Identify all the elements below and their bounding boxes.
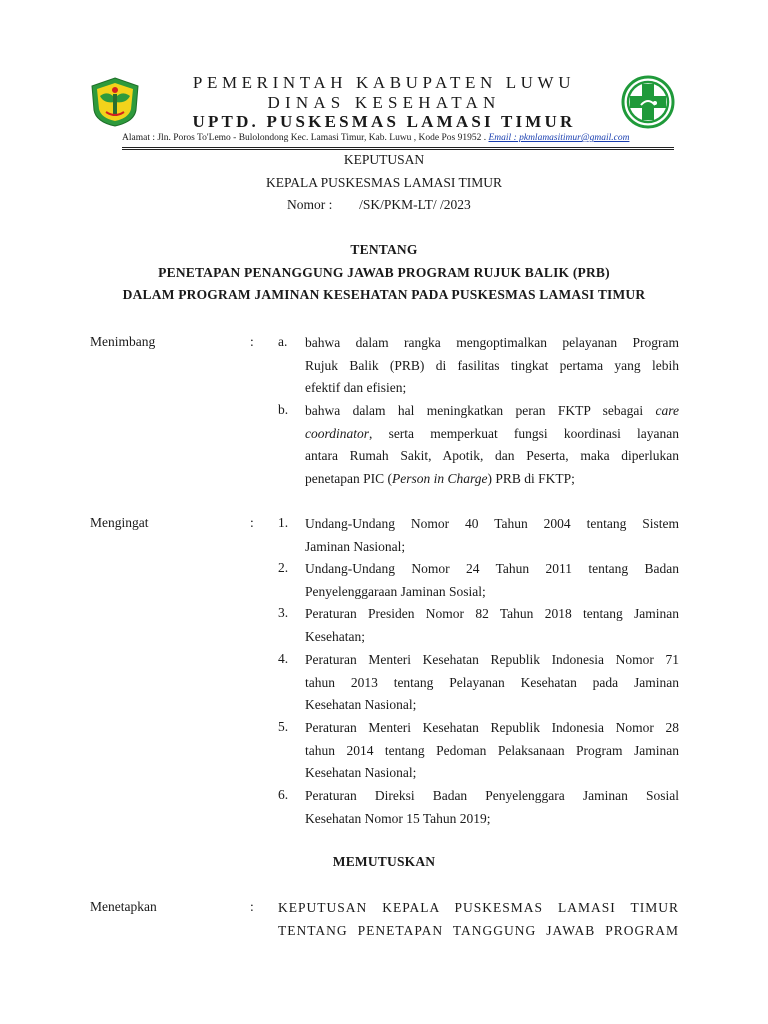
menimbang-b-line-1-text: bahwa dalam hal meningkatkan peran FKTP sebagai bbox=[305, 403, 644, 418]
mengingat-6-marker: 6. bbox=[278, 787, 289, 802]
nomor-label: Nomor : bbox=[287, 197, 333, 212]
mengingat-label: Mengingat bbox=[90, 515, 149, 530]
menimbang-b-marker: b. bbox=[278, 402, 289, 417]
title-keputusan: KEPUTUSAN bbox=[343, 152, 425, 167]
mengingat-6-text bbox=[305, 785, 679, 830]
subject-line-2: DALAM PROGRAM JAMINAN KESEHATAN PADA PUSKESMAS LAMASI TIMUR bbox=[122, 287, 646, 302]
menimbang-colon: : bbox=[250, 334, 254, 349]
memutuskan-heading: MEMUTUSKAN bbox=[332, 854, 436, 869]
mengingat-1-line-2: Jaminan Nasional; bbox=[305, 538, 406, 554]
title-tentang: TENTANG bbox=[350, 242, 418, 257]
puskesmas-logo bbox=[621, 75, 675, 129]
mengingat-2-text bbox=[305, 558, 679, 603]
mengingat-4-line-1: Peraturan Menteri Kesehatan Republik Indonesia Nomor 71 bbox=[305, 652, 679, 667]
mengingat-2-line-2: Penyelenggaraan Jaminan Sosial; bbox=[305, 583, 486, 599]
menimbang-b-line-2 bbox=[305, 423, 679, 446]
menimbang-b-line-1-italic: care bbox=[655, 403, 679, 418]
mengingat-4-line-3: Kesehatan Nasional; bbox=[305, 697, 417, 712]
menimbang-a-marker: a. bbox=[278, 334, 288, 349]
mengingat-6-line-1: Peraturan Direksi Badan Penyelenggara Jaminan Sosial bbox=[305, 788, 679, 803]
mengingat-5-marker: 5. bbox=[278, 719, 289, 734]
mengingat-5-text bbox=[305, 717, 679, 785]
nomor-value: /SK/PKM-LT/ /2023 bbox=[359, 197, 471, 212]
menimbang-a-text bbox=[305, 332, 679, 400]
mengingat-3-marker: 3. bbox=[278, 605, 289, 620]
mengingat-2-marker: 2. bbox=[278, 560, 289, 575]
mengingat-4-text bbox=[305, 649, 679, 717]
mengingat-5-line-1: Peraturan Menteri Kesehatan Republik Indonesia Nomor 28 bbox=[305, 720, 679, 735]
mengingat-6-line-2: Kesehatan Nomor 15 Tahun 2019; bbox=[305, 810, 491, 826]
mengingat-3-line-1: Peraturan Presiden Nomor 82 Tahun 2018 tentang Jaminan bbox=[305, 606, 679, 621]
menimbang-b-line-4-a: penetapan PIC ( bbox=[305, 470, 392, 486]
mengingat-1-line-1: Undang-Undang Nomor 40 Tahun 2004 tentang Sistem bbox=[305, 516, 679, 531]
menetapkan-text bbox=[278, 897, 679, 942]
menetapkan-colon: : bbox=[250, 899, 254, 914]
mengingat-3-line-2: Kesehatan; bbox=[305, 628, 365, 644]
menimbang-b-line-4 bbox=[305, 468, 679, 491]
menimbang-a-line-1: bahwa dalam rangka mengoptimalkan pelayanan Program bbox=[305, 335, 679, 350]
email-link[interactable]: Email : pkmlamasitimur@gmail.com bbox=[488, 133, 630, 143]
letterhead-line-1: PEMERINTAH KABUPATEN LUWU bbox=[192, 73, 576, 92]
mengingat-1-text bbox=[305, 513, 679, 558]
menimbang-b-text bbox=[305, 400, 679, 490]
mengingat-5-line-2: tahun 2014 tentang Pedoman Pelaksanaan Program Jaminan bbox=[305, 742, 679, 758]
letterhead-rule-bottom bbox=[122, 149, 674, 150]
letterhead-line-2: DINAS KESEHATAN bbox=[267, 93, 501, 112]
menimbang-b-line-4-italic: Person in Charge bbox=[391, 470, 488, 486]
menetapkan-line-1: KEPUTUSAN KEPALA PUSKESMAS LAMASI TIMUR bbox=[278, 900, 679, 915]
menimbang-b-line-1 bbox=[305, 400, 679, 423]
mengingat-colon: : bbox=[250, 515, 254, 530]
menimbang-b-line-2-italic: coordinator bbox=[305, 425, 369, 441]
letterhead-address bbox=[122, 133, 629, 143]
mengingat-5-line-3: Kesehatan Nasional; bbox=[305, 765, 417, 780]
menimbang-a-line-2: Rujuk Balik (PRB) di fasilitas tingkat pertama yang lebih bbox=[305, 357, 679, 373]
address-text: Alamat : Jln. Poros To'Lemo - Bulolondong Kec. Lamasi Timur, Kab. Luwu , Kode Pos 91952 . bbox=[122, 133, 487, 143]
letterhead-rule-top bbox=[122, 147, 674, 148]
title-kepala: KEPALA PUSKESMAS LAMASI TIMUR bbox=[266, 175, 502, 190]
menimbang-b-line-3: antara Rumah Sakit, Apotik, dan Peserta, maka diperlukan bbox=[305, 448, 679, 463]
menimbang-b-line-4-b: ) PRB di FKTP; bbox=[487, 470, 575, 486]
mengingat-2-line-1: Undang-Undang Nomor 24 Tahun 2011 tentang Badan bbox=[305, 561, 679, 576]
mengingat-1-marker: 1. bbox=[278, 515, 289, 530]
subject-line-1: PENETAPAN PENANGGUNG JAWAB PROGRAM RUJUK BALIK (PRB) bbox=[158, 265, 610, 280]
mengingat-3-text bbox=[305, 603, 679, 648]
menimbang-label: Menimbang bbox=[90, 334, 156, 349]
nomor-line bbox=[287, 197, 471, 213]
letterhead-line-3: UPTD. PUSKESMAS LAMASI TIMUR bbox=[192, 112, 576, 131]
menetapkan-line-2: TENTANG PENETAPAN TANGGUNG JAWAB PROGRAM bbox=[278, 922, 679, 938]
mengingat-4-marker: 4. bbox=[278, 651, 289, 666]
menimbang-b-line-2-text: , serta memperkuat fungsi koordinasi layanan bbox=[369, 425, 679, 441]
menimbang-a-line-3: efektif dan efisien; bbox=[305, 380, 407, 395]
menetapkan-label: Menetapkan bbox=[90, 899, 157, 914]
mengingat-4-line-2: tahun 2013 tentang Pelayanan Kesehatan pada Jaminan bbox=[305, 674, 679, 690]
